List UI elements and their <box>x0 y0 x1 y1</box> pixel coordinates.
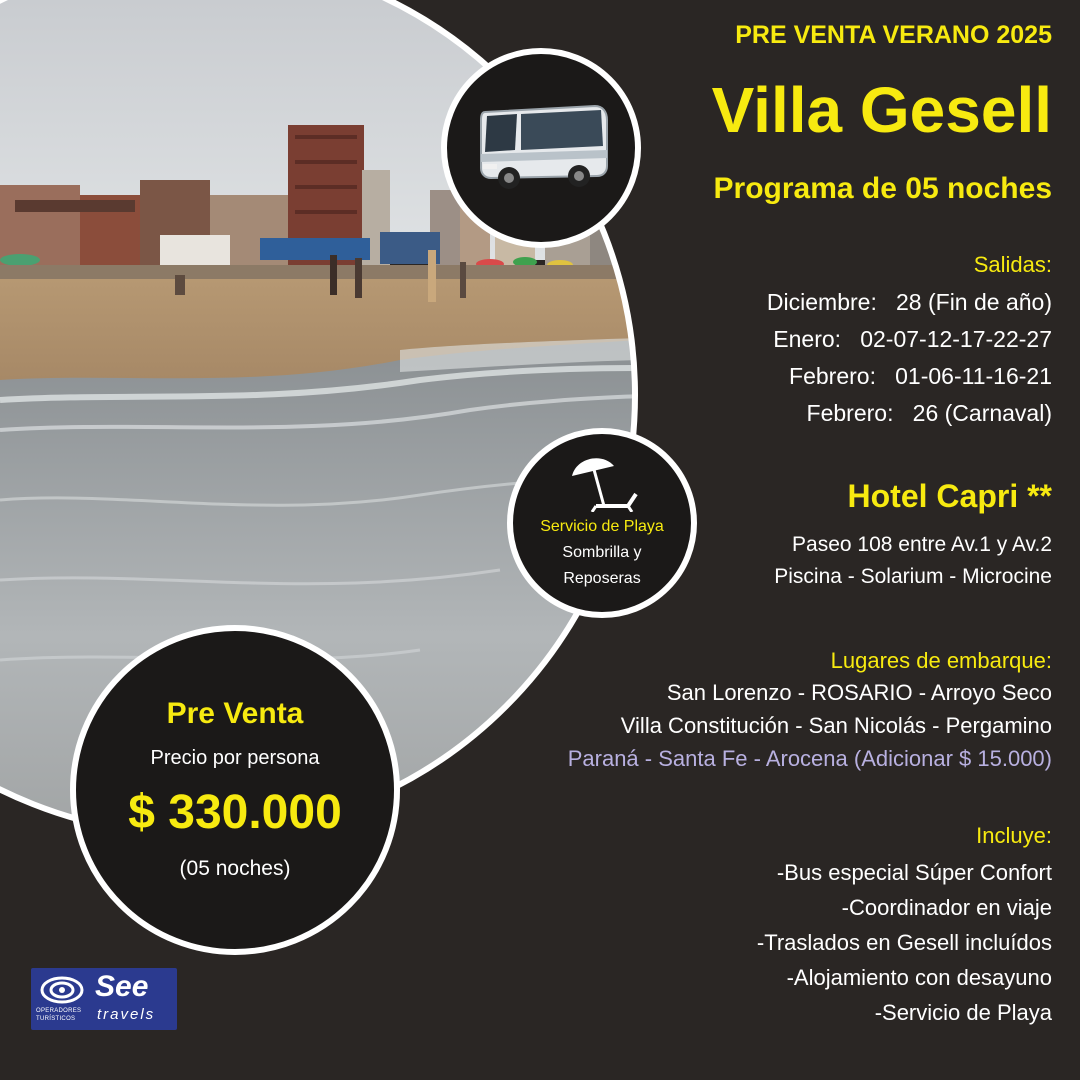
hotel-address: Paseo 108 entre Av.1 y Av.2 <box>792 533 1052 556</box>
program-subtitle: Programa de 05 noches <box>713 172 1052 205</box>
boarding-title: Lugares de embarque: <box>830 648 1052 673</box>
includes-item: -Alojamiento con desayuno <box>786 965 1052 990</box>
hotel-amenities: Piscina - Solarium - Microcine <box>774 565 1052 588</box>
beach-service-line2: Reposeras <box>563 570 641 587</box>
umbrella-lounger-icon <box>562 452 642 512</box>
departure-row-3: Febrero: 01-06-11-16-21 <box>789 363 1052 389</box>
includes-title: Incluye: <box>976 823 1052 848</box>
includes-item: -Bus especial Súper Confort <box>776 860 1052 885</box>
beach-service-line1: Sombrilla y <box>562 544 642 561</box>
pre-sale-banner: PRE VENTA VERANO 2025 <box>735 21 1052 49</box>
beach-service-badge <box>507 428 697 618</box>
includes-item: -Servicio de Playa <box>874 1000 1052 1025</box>
see-eye-icon <box>39 975 85 1005</box>
hotel-name: Hotel Capri ** <box>847 478 1052 514</box>
bus-badge <box>441 48 641 248</box>
boarding-line-1: San Lorenzo - ROSARIO - Arroyo Seco <box>666 680 1052 705</box>
includes-item: -Traslados en Gesell incluídos <box>756 930 1052 955</box>
boarding-line-3: Paraná - Santa Fe - Arocena (Adicionar $ 15.000) <box>567 746 1052 771</box>
price-label: Precio por persona <box>150 747 320 769</box>
bus-icon <box>447 54 635 242</box>
see-travels-logo <box>31 968 177 1030</box>
includes-item: -Coordinador en viaje <box>841 895 1052 920</box>
beach-service-title: Servicio de Playa <box>540 518 664 535</box>
price-title: Pre Venta <box>166 697 304 730</box>
logo-tagline: travels <box>97 1006 156 1023</box>
logo-small-line2: TURÍSTICOS <box>36 1016 76 1022</box>
departure-row-1: Diciembre: 28 (Fin de año) <box>766 289 1052 315</box>
departure-row-2: Enero: 02-07-12-17-22-27 <box>773 326 1052 352</box>
departure-row-4: Febrero: 26 (Carnaval) <box>806 400 1052 426</box>
destination-title: Villa Gesell <box>711 74 1052 146</box>
logo-brand: See <box>95 970 149 1003</box>
logo-small-line1: OPERADORES <box>36 1008 82 1014</box>
price-badge <box>70 625 400 955</box>
boarding-line-2: Villa Constitución - San Nicolás - Pergamino <box>620 713 1052 738</box>
price-nights: (05 noches) <box>179 857 291 880</box>
price-amount: $ 330.000 <box>128 786 342 839</box>
departures-title: Salidas: <box>973 252 1052 277</box>
